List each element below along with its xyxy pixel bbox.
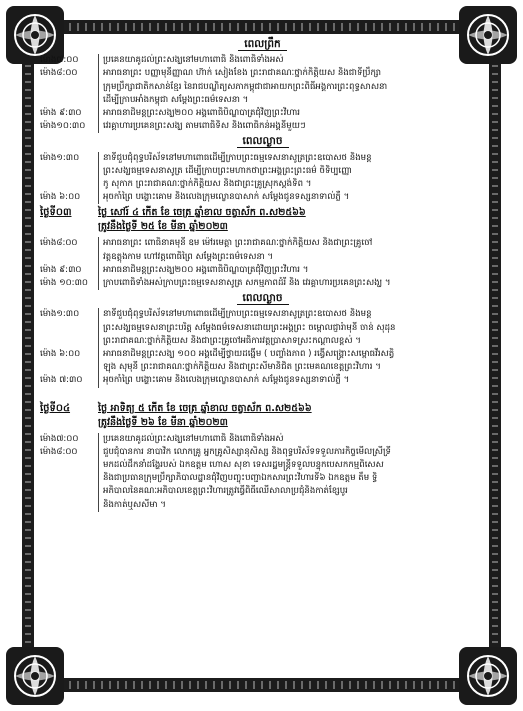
schedule-row (40, 446, 485, 512)
schedule-row (40, 67, 485, 107)
schedule-text: ជួបជុំបានការ នាបាវិក លោកគ្រូ អ្នកគ្រូសិស្សានុសិស្ស និងពុទ្ធបរិស័ទទទួលភារកិច្ចមើលស្រីទ្រី មកដល់ដឹកនាំដង្ហែរបស់ ឯកឧត្តម ហោស សុខា ទេសរដ្ឋមន្ត្រីទទួលបន្ទុកបេសកកម្មពិសេស និងជាប្រធានក្រុមប្រឹក្សាភិបាលដ្ឋានជុំវិញបញ្ចុះបញ្ជាឯកសារព្រះវិហារទី៦ ឯកឧត្តម តឹម ទ្វិ អភិបាលនៃគណៈអភិបាលខេត្តព្រះវិហារត្រូវធ្វើពិធីឈើសាលាប្រជុំនិងកាត់ខ្សែបូរ និងកាត់ឬសសីមា ។ (98, 446, 485, 512)
schedule-time: ម៉ោង ៦:០០ (40, 349, 81, 360)
schedule-time: ម៉ោង ៩:៣០ (40, 264, 82, 275)
schedule-row (40, 374, 485, 387)
right-ornament-band (489, 60, 501, 652)
section-heading: ពេលព្រឹក (40, 38, 485, 51)
schedule-text: នាទីជួបជុំពុទ្ធបរិស័ទនៅមហាពោធដើម្បីក្រាបព្រះធម្មទេសនាសូត្រព្រះឧបោសថ និងមន្ត ព្រះសង្ឃធម្មទេសនាព្រះបរិត្ត សម្តែងធម៌ទេសនាដោយព្រះអង្គព្រះ ចម្ពោលជ្ញារ៉ាមុនី ចាន់ សុដុន ព្រះរាជាគណៈថ្នាក់កិត្តិយស និងជាព្រះគ្រូចៅអធិការវត្តប្រាសាទស្រះកណ្តាលខ្ពស់ ។ (98, 308, 485, 348)
schedule-time: ម៉ោង ៧:៣០ (40, 375, 83, 386)
day-header (40, 402, 485, 430)
day-label: ថ្ងៃទី០៤ (40, 402, 71, 414)
day-header (40, 206, 485, 234)
schedule-row (40, 152, 485, 192)
schedule-row (40, 191, 485, 204)
schedule-text: អារាធនាព្រះ បញ្ញាមុនីញ្ញាណ ហ៊ាក់ សៀងខែង ព្រះរាជាគណៈថ្នាក់កិត្តិយស និងជាទីប្រឹក្សា ក្រុមប្រឹក្សាជាតិកសាន់ខ្មែរ នៃរាជបណ្ឌិត្យសភាកម្ពុជាជាអាយកព្រះពិធីអង្គការព្រះពុទ្ធសាសនា ដើម្បីក្រាបអាំងកម្ពុជា សម្តែងព្រះធម៌ទេសនា ។ (98, 67, 485, 107)
schedule-row (40, 433, 485, 446)
schedule-time: ម៉ោង៧:០០ (40, 55, 79, 66)
schedule-time: ម៉ោង៨:០០ (40, 68, 78, 79)
schedule-time: ម៉ោង១:៣០ (40, 152, 80, 163)
schedule-row (40, 237, 485, 263)
schedule-time: ម៉ោង ៦:០០ (40, 192, 81, 203)
schedule-time: ម៉ោង១០:៣០ (40, 121, 86, 132)
day-date-lunar: ថ្ងៃ អាទិត្យ ៥ កើត ខែ ចេត្រ ឆ្នាំខាល ចត្វាស័ក ព.ស២៥៦៦ (98, 402, 312, 414)
schedule-row (40, 348, 485, 374)
schedule-row (40, 120, 485, 133)
schedule-text: ប្រគេនយាគូដល់ព្រះសង្ឃនៅមហាពោធិ និងពោធិទាំងអស់ (98, 54, 485, 67)
schedule-time: ម៉ោង១:៣០ (40, 309, 80, 320)
corner-ornament-icon (457, 645, 519, 707)
schedule-text: អុចកាំព្រៃ បង្ហោះគោម និងលេងក្រុមល្ខោនបាសាក់ សម្តែងជូនទស្សនាទាល់ភ្លឺ ។ (98, 374, 485, 387)
schedule-text: ក្រាបពោធិទាំងអស់ក្រាបព្រះធម្មទេសនាសូត្រ សកម្មភាពដំរី និង វេរគ្គាហារប្រគេនព្រះសង្ឃ ។ (98, 277, 485, 290)
schedule-row (40, 308, 485, 348)
schedule-time: ម៉ោង ១០:៣០ (40, 278, 89, 289)
schedule-text: នាទីជួបជុំពុទ្ធបរិស័ទនៅមហាពោធដើម្បីក្រាបព្រះធម្មទេសនាសូត្រព្រះឧបោសថ និងមន្ត ព្រះសង្ឃធម្មទេសនាសូត្រ ដើម្បីក្រាបព្រះមហាកថាព្រះអង្គព្រះព្រះធម៌ ចិទិប្បញ្ញោ កូ សុកាក ព្រះរាជាគណៈថ្នាក់កិត្តិយស និងជាព្រះគ្រូស្រុកស្តង់ទិព ។ (98, 152, 485, 192)
schedule-text: អារាធនាដិមន្តព្រះសង្ឃ២០០ អង្គពោធិបិណ្ឌបាត្រជុំវិញព្រះវិហារ ។ (98, 264, 485, 277)
schedule-row (40, 54, 485, 67)
schedule-text: អារាធនាដិមន្តព្រះសង្ឃ ១០០ អង្គដើម្បីថ្វាយដង្ហើម ( បញ្ចាំងភាព ) រង្វើសង្គ្រោះសម្ពោធវីរសត្វិ ឡុង សុមុនី ព្រះរាជាគណៈថ្នាក់កិត្តិយស និងជាព្រះសីមានិជិត ព្រះមេគណខេត្តព្រះវិហារ ។ (98, 348, 485, 374)
corner-ornament-icon (4, 645, 66, 707)
schedule-time: ម៉ោង៨:០០ (40, 446, 78, 457)
schedule-row (40, 264, 485, 277)
schedule-row (40, 277, 485, 290)
schedule-row (40, 107, 485, 120)
section-heading: ពេលល្ងាច (40, 292, 485, 305)
schedule-time: ម៉ោង៨:០០ (40, 238, 78, 249)
day-label: ថ្ងៃទី០៣ (40, 207, 72, 219)
day-date-solar: ត្រូវនឹងថ្ងៃទី ២៦ ខែ មីនា ឆ្នាំ២០២៣ (98, 416, 228, 428)
bottom-ornament-band (60, 678, 463, 692)
section-heading: ពេលល្ងាច (40, 135, 485, 148)
schedule-text: វេរគ្គាហារប្រគេនព្រះសង្ឃ តាមពោធិទិស និងពោធិកន់អង្គនីមួយៗ (98, 120, 485, 133)
top-ornament-band (60, 20, 463, 34)
schedule-time: ម៉ោង៧:០០ (40, 433, 79, 444)
left-ornament-band (22, 60, 34, 652)
schedule-text: អុចកាំព្រៃ បង្ហោះគោម និងលេងក្រុមល្ខោនបាសាក់ សម្តែងជូនទស្សនាទាល់ភ្លឺ ។ (98, 191, 485, 204)
schedule-text: អារាធនាព្រះ ពោធិនាគមុនី ឧម ម៉ៅរមេត្តា ព្រះរាជាគណៈថ្នាក់កិត្តិយស និងជាព្រះគ្រូចៅ វត្តឧត្តុងកាម ហៅវត្តពោធិព្រៃ សម្តែងព្រះធម៌ទេសនា ។ (98, 237, 485, 263)
day-date-solar: ត្រូវនឹងថ្ងៃទី ២៥ ខែ មីនា ឆ្នាំ២០២៣ (98, 221, 228, 233)
schedule-text: អារាធនាដិមន្តព្រះសង្ឃ២០០ អង្គពោធិបិណ្ឌបាត្រជុំវិញព្រះវិហារ (98, 107, 485, 120)
day-date-lunar: ថ្ងៃ សៅរ៍ ៤ កើត ខែ ចេត្រ ឆ្នាំខាល ចត្វាស័ក ព.ស២៥៦៦ (98, 207, 306, 219)
schedule-time: ម៉ោង ៩:៣០ (40, 108, 82, 119)
schedule-text: ប្រគេនយាគូដល់ព្រះសង្ឃនៅមហាពោធិ និងពោធិទាំងអស់ (98, 433, 485, 446)
program-schedule (40, 36, 485, 512)
